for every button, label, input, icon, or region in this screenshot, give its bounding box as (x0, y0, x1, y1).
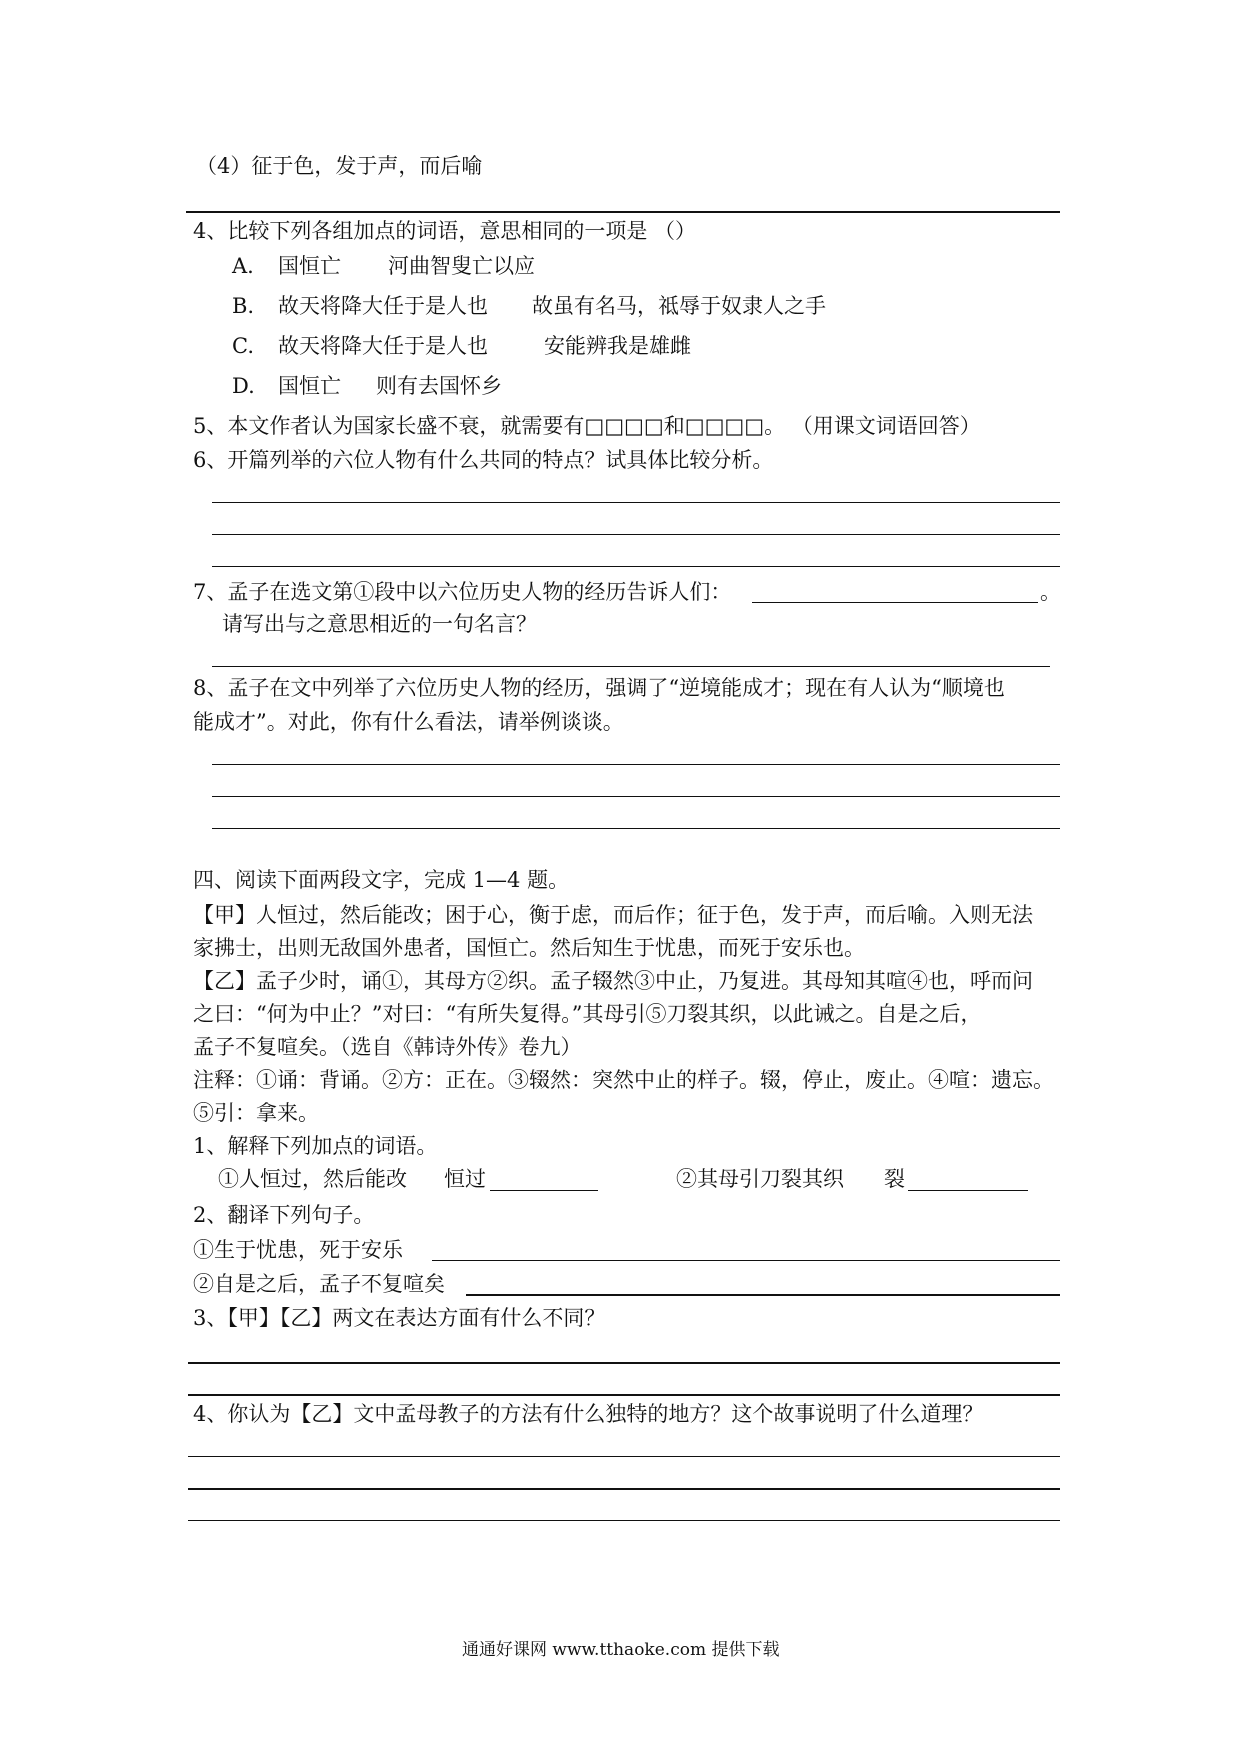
question-7-end: 。 (1040, 580, 1061, 604)
answer-line (432, 1260, 1060, 1261)
passage-yi-line1: 【乙】孟子少时，诵①，其母方②织。孟子辍然③中止，乃复进。其母知其喧④也，呼而问 (193, 969, 1033, 993)
notes-line2: ⑤引：拿来。 (193, 1101, 319, 1125)
passage-yi-line2: 之曰：“何为中止？”对曰：“有所失复得。”其母引⑤刀裂其织，以此诫之。自是之后， (193, 1002, 982, 1026)
option-c-letter: C. (232, 334, 254, 358)
question-7-line2: 请写出与之意思相近的一句名言？ (222, 612, 537, 636)
s4-q1-item-b: ②其母引刀裂其织 (676, 1167, 844, 1191)
fill-blank (908, 1190, 1028, 1191)
option-a-left: 国恒亡 (278, 254, 341, 278)
question-6: 6、开篇列举的六位人物有什么共同的特点？试具体比较分析。 (193, 448, 774, 472)
passage-jia-line2: 家拂士，出则无敌国外患者，国恒亡。然后知生于忧患，而死于安乐也。 (193, 936, 865, 960)
s4-q2-sentence-2: ②自是之后，孟子不复喧矣 (193, 1272, 445, 1296)
fill-blank (490, 1190, 598, 1191)
option-c-left: 故天将降大任于是人也 (278, 334, 488, 358)
answer-line (188, 1456, 1060, 1457)
question-3-item-4: （4）征于色，发于声，而后喻 (196, 154, 483, 178)
footer-credit: 通通好课网 www.tthaoke.com 提供下载 (462, 1640, 780, 1660)
question-7-line1: 7、孟子在选文第①段中以六位历史人物的经历告诉人们： (193, 580, 732, 604)
answer-line (188, 1362, 1060, 1364)
answer-line (188, 1394, 1060, 1396)
option-b-right: 故虽有名马，祗辱于奴隶人之手 (532, 294, 826, 318)
s4-q1-item-a-word: 恒过 (444, 1167, 486, 1191)
answer-line (466, 1294, 1060, 1296)
answer-line (212, 566, 1060, 567)
fill-blank (752, 602, 1038, 603)
answer-line (188, 1488, 1060, 1490)
s4-question-3: 3、【甲】【乙】两文在表达方面有什么不同？ (193, 1306, 606, 1330)
answer-line (212, 534, 1060, 535)
option-b-letter: B. (232, 294, 255, 318)
s4-question-2: 2、翻译下列句子。 (193, 1203, 375, 1227)
answer-line (212, 502, 1060, 503)
option-d-right: 则有去国怀乡 (376, 374, 502, 398)
option-a-letter: A. (232, 254, 254, 278)
answer-line (212, 666, 1050, 667)
answer-line (212, 828, 1060, 829)
option-d-left: 国恒亡 (278, 374, 341, 398)
answer-line (188, 1520, 1060, 1521)
notes-line1: 注释：①诵：背诵。②方：正在。③辍然：突然中止的样子。辍，停止，废止。④喧：遗忘。 (193, 1068, 1054, 1092)
s4-q1-item-b-word: 裂 (884, 1167, 905, 1191)
option-d-letter: D. (232, 374, 255, 398)
s4-question-1: 1、解释下列加点的词语。 (193, 1134, 438, 1158)
s4-question-4: 4、你认为【乙】文中孟母教子的方法有什么独特的地方？这个故事说明了什么道理？ (193, 1402, 984, 1426)
s4-q2-sentence-1: ①生于忧患，死于安乐 (193, 1238, 403, 1262)
option-b-left: 故天将降大任于是人也 (278, 294, 488, 318)
answer-line (186, 211, 1060, 213)
question-8-line2: 能成才”。对此，你有什么看法，请举例谈谈。 (193, 710, 624, 734)
passage-yi-line3: 孟子不复喧矣。（选自《韩诗外传》卷九） (193, 1035, 582, 1059)
option-a-right: 河曲智叟亡以应 (388, 254, 535, 278)
answer-line (212, 764, 1060, 765)
passage-jia-line1: 【甲】人恒过，然后能改；困于心，衡于虑，而后作；征于色，发于声，而后喻。入则无法 (193, 903, 1033, 927)
s4-q1-item-a: ①人恒过，然后能改 (218, 1167, 407, 1191)
answer-line (212, 796, 1060, 797)
question-8-line1: 8、孟子在文中列举了六位历史人物的经历，强调了“逆境能成才；现在有人认为“顺境也 (193, 676, 1005, 700)
section-4-title: 四、阅读下面两段文字，完成 1—4 题。 (193, 868, 570, 892)
question-5: 5、本文作者认为国家长盛不衰，就需要有□□□□和□□□□。 （用课文词语回答） (193, 414, 981, 438)
question-4-stem: 4、比较下列各组加点的词语，意思相同的一项是 （） (193, 219, 697, 243)
option-c-right: 安能辨我是雄雌 (544, 334, 691, 358)
